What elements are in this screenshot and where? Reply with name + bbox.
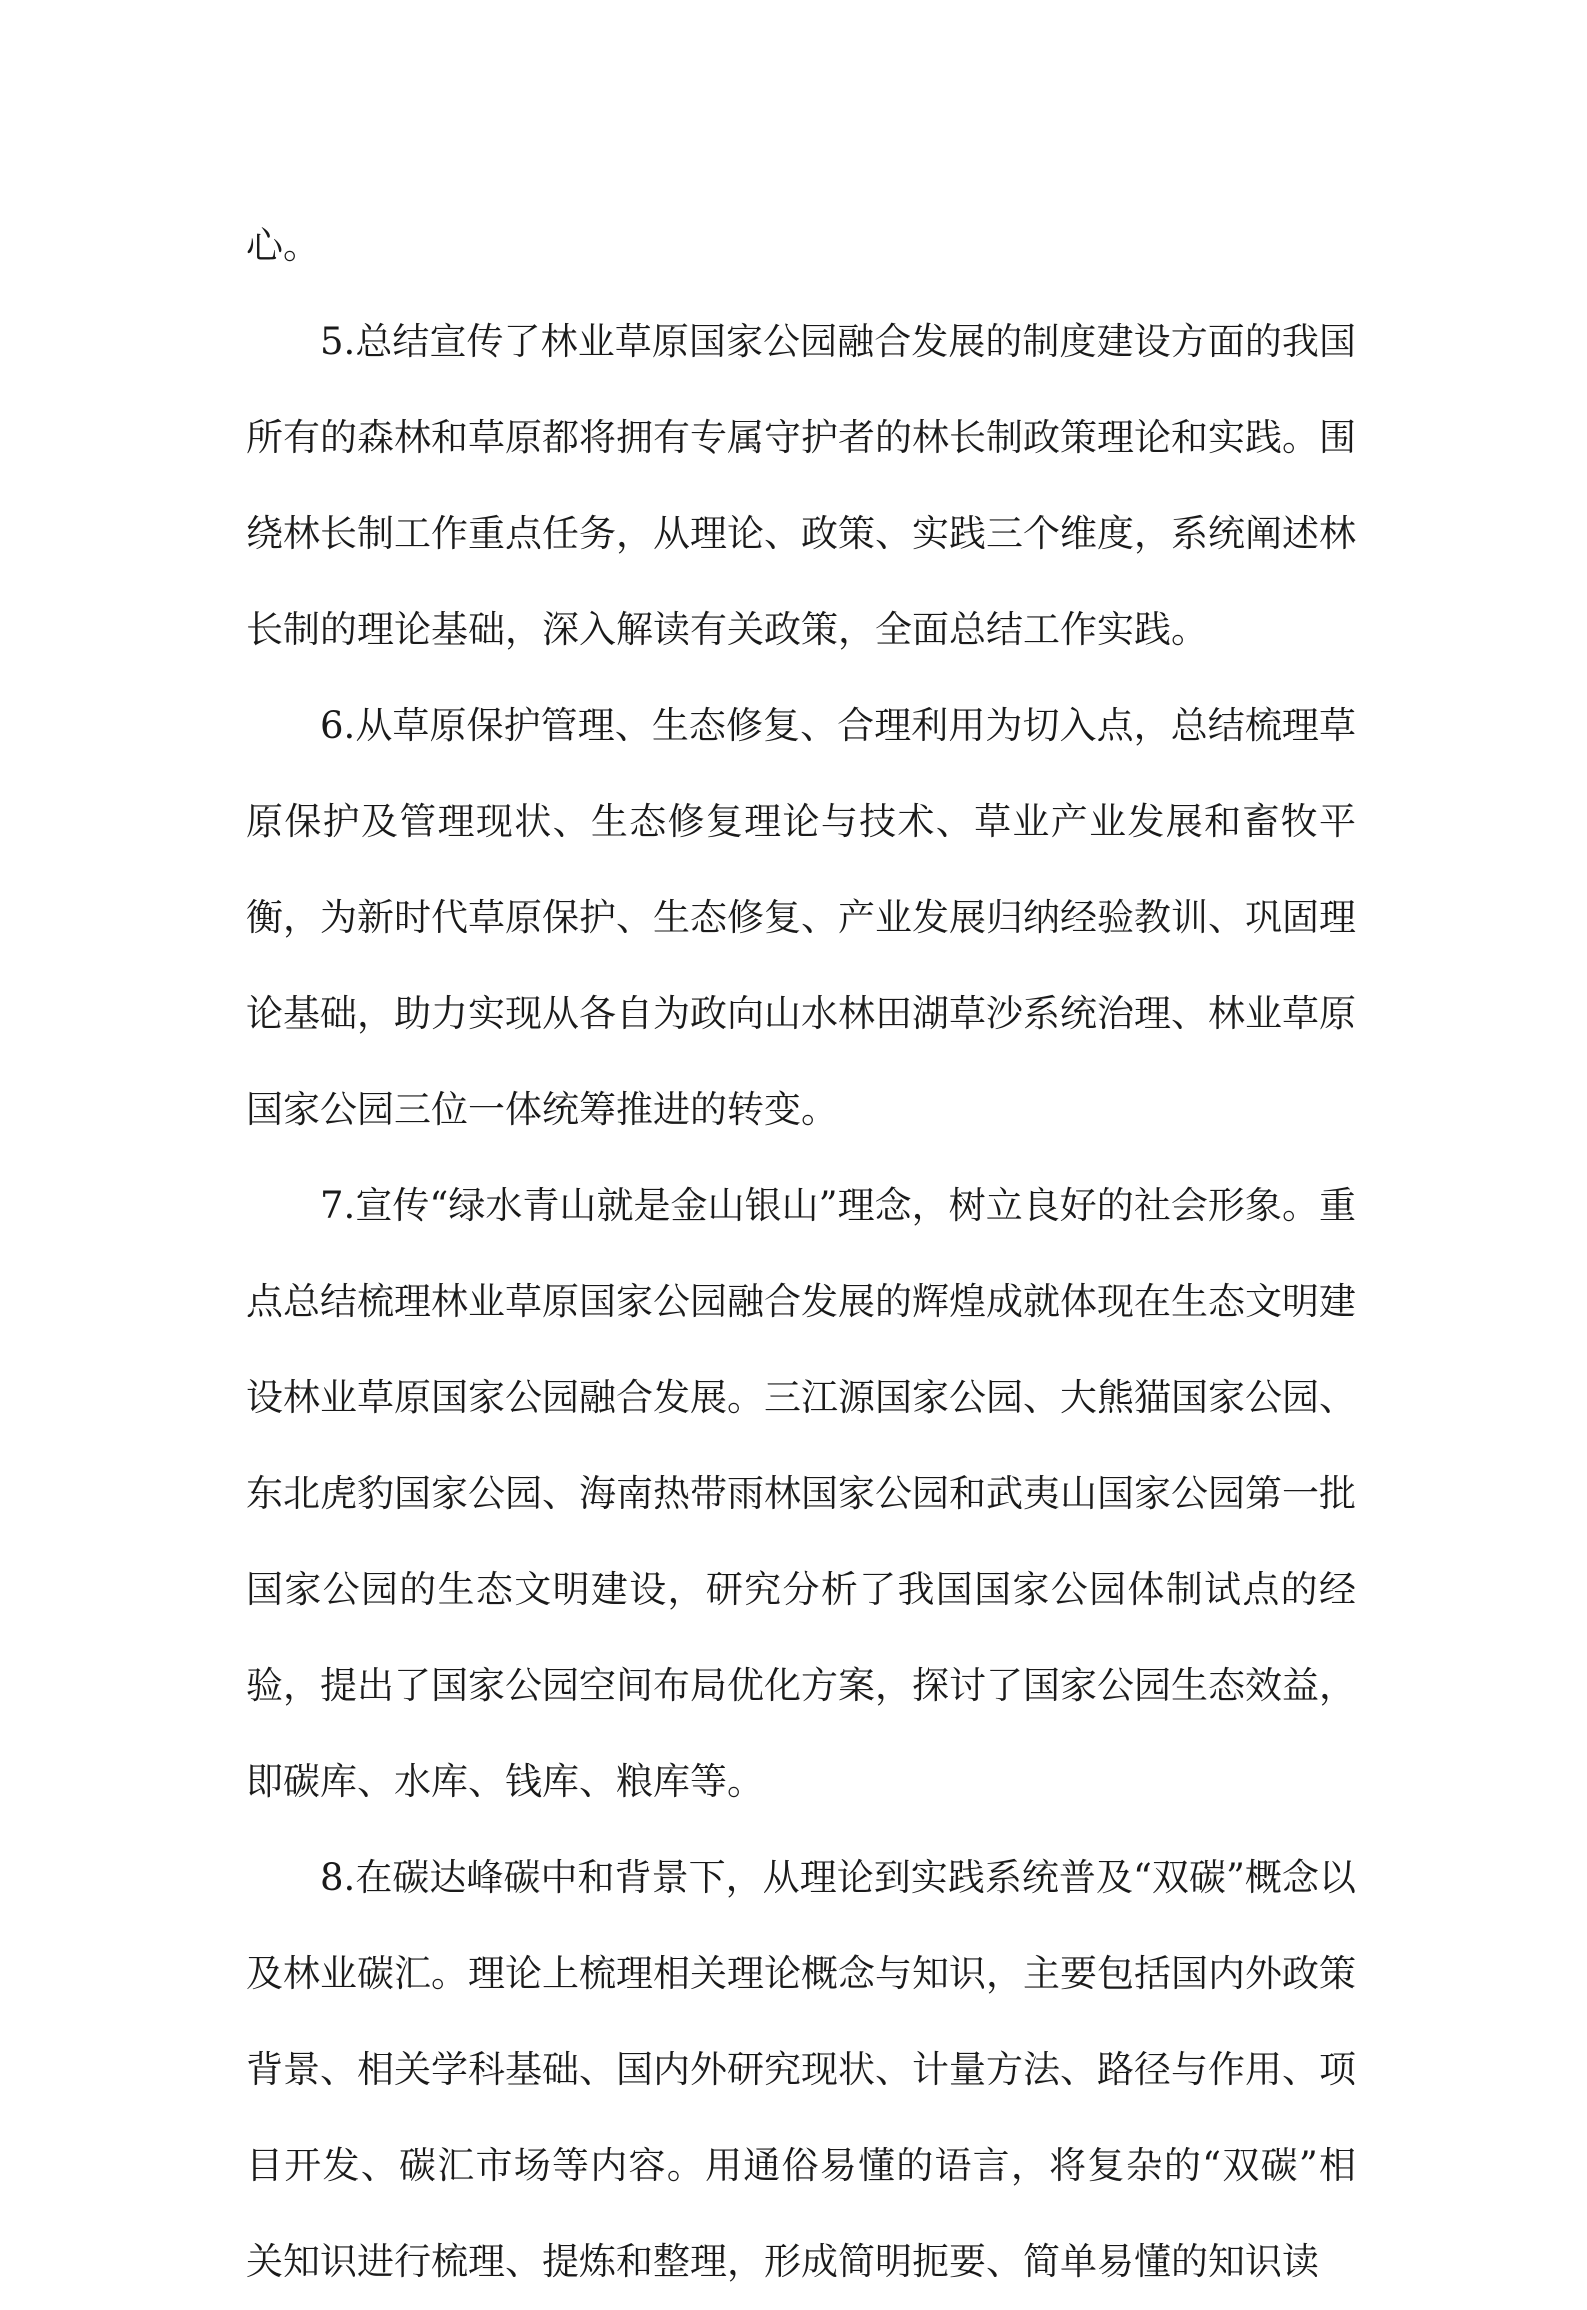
paragraph-8: 8.在碳达峰碳中和背景下，从理论到实践系统普及“双碳”概念以及林业碳汇。理论上梳理相关理论概念与知识，主要包括国内外政策背景、相关学科基础、国内外研究现状、计量方法、路径与作用、项目开发、碳汇市场等内容。用通俗易懂的语言，将复杂的“双碳”相关知识进行梳理、提炼和整理，形成简明扼要、简单易懂的知识读 bbox=[246, 1856, 1356, 2283]
paragraph-continuation: 心。 bbox=[246, 224, 320, 267]
paragraph-5: 5.总结宣传了林业草原国家公园融合发展的制度建设方面的我国所有的森林和草原都将拥有专属守护者的林长制政策理论和实践。围绕林长制工作重点任务，从理论、政策、实践三个维度，系统阐述林长制的理论基础，深入解读有关政策，全面总结工作实践。 bbox=[246, 320, 1356, 651]
paragraph-6: 6.从草原保护管理、生态修复、合理利用为切入点，总结梳理草原保护及管理现状、生态修复理论与技术、草业产业发展和畜牧平衡，为新时代草原保护、生态修复、产业发展归纳经验教训、巩固理论基础，助力实现从各自为政向山水林田湖草沙系统治理、林业草原国家公园三位一体统筹推进的转变。 bbox=[246, 704, 1356, 1131]
document-body bbox=[246, 198, 1356, 2310]
paragraph-7: 7.宣传“绿水青山就是金山银山”理念，树立良好的社会形象。重点总结梳理林业草原国家公园融合发展的辉煌成就体现在生态文明建设林业草原国家公园融合发展。三江源国家公园、大熊猫国家公园、东北虎豹国家公园、海南热带雨林国家公园和武夷山国家公园第一批国家公园的生态文明建设，研究分析了我国国家公园体制试点的经验，提出了国家公园空间布局优化方案，探讨了国家公园生态效益，即碳库、水库、钱库、粮库等。 bbox=[246, 1184, 1356, 1803]
